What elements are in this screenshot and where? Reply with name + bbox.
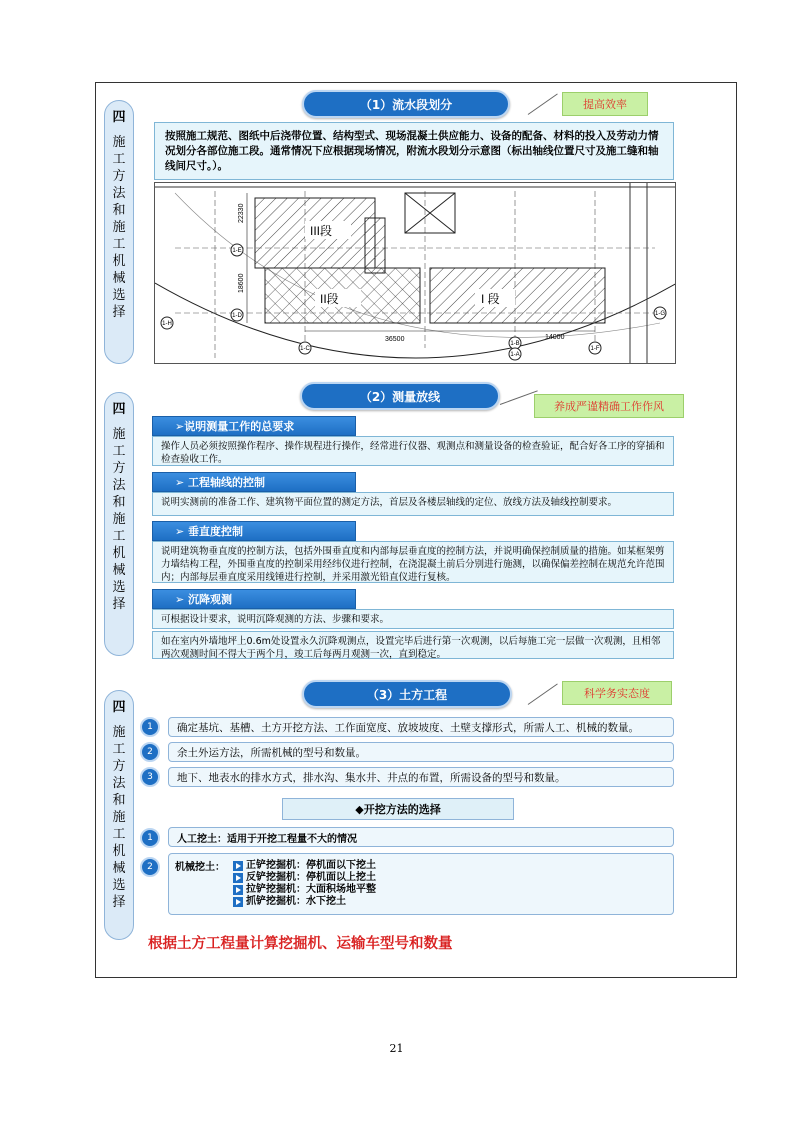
play-icon bbox=[233, 897, 243, 907]
side-char: 法 bbox=[112, 186, 126, 201]
settlement-head: ➢ 沉降观测 bbox=[152, 589, 356, 609]
side-tab-num: 四 bbox=[112, 402, 126, 417]
axis-bubble: 1-B bbox=[510, 341, 520, 347]
axis-control-text: 说明实测前的准备工作、建筑物平面位置的测定方法，首层及各楼层轴线的定位、放线方法及轴线控制要求。 bbox=[152, 492, 674, 516]
segment-2-label: II段 bbox=[320, 292, 339, 306]
excavator-item bbox=[233, 884, 376, 896]
excavator-text: 抓铲挖掘机：水下挖土 bbox=[246, 896, 346, 907]
excavation-method-head: ◆开挖方法的选择 bbox=[282, 798, 514, 820]
section1-tag: 提高效率 bbox=[562, 92, 648, 116]
drawing-svg bbox=[155, 183, 676, 364]
side-char: 方 bbox=[112, 169, 126, 184]
machine-excavation-box bbox=[168, 853, 674, 915]
dim-left-bottom: 18600 bbox=[238, 273, 245, 293]
side-char: 工 bbox=[112, 152, 126, 167]
axis-bubble: 1-C bbox=[300, 346, 310, 352]
excavator-item bbox=[233, 860, 376, 872]
machine-excavation-label: 机械挖土： bbox=[175, 862, 225, 873]
side-char: 施 bbox=[112, 135, 126, 150]
earthwork-row-3: 地下、地表水的排水方式，排水沟、集水井、井点的布置，所需设备的型号和数量。 bbox=[168, 767, 674, 787]
side-char: 施 bbox=[112, 725, 126, 740]
section1-title: （1）流水段划分 bbox=[302, 90, 510, 118]
excavator-list bbox=[233, 860, 376, 908]
side-char: 工 bbox=[112, 742, 126, 757]
side-char: 和 bbox=[112, 203, 126, 218]
section3-title: （3）土方工程 bbox=[302, 680, 512, 708]
side-char: 工 bbox=[112, 237, 126, 252]
side-char: 施 bbox=[112, 512, 126, 527]
survey-general-head: ➢说明测量工作的总要求 bbox=[152, 416, 356, 436]
side-char: 械 bbox=[112, 563, 126, 578]
side-char: 和 bbox=[112, 793, 126, 808]
row-number: 2 bbox=[140, 742, 160, 762]
section2-tag: 养成严谨精确工作作风 bbox=[534, 394, 684, 418]
verticality-text: 说明建筑物垂直度的控制方法，包括外围垂直度和内部每层垂直度的控制方法，并说明确保控制质量的措施。如某框架剪力墙结构工程，外围垂直度的控制采用经纬仪进行控制，在浇混凝土前后分别进行施测，以确保偏差控制在规范允许范围内；内部每层垂直度采用线锤进行控制，并采用激光铅直仪进行复核。 bbox=[152, 541, 674, 583]
side-char: 法 bbox=[112, 776, 126, 791]
dim-bottom-2: 14000 bbox=[545, 334, 565, 341]
flow-segment-drawing bbox=[154, 182, 676, 364]
earthwork-row-2: 余土外运方法，所需机械的型号和数量。 bbox=[168, 742, 674, 762]
side-tab-num: 四 bbox=[112, 110, 126, 125]
side-char: 机 bbox=[112, 254, 126, 269]
side-tab-1 bbox=[104, 100, 134, 364]
axis-bubble: 1-E bbox=[232, 248, 242, 254]
side-char: 工 bbox=[112, 529, 126, 544]
side-char: 选 bbox=[112, 878, 126, 893]
row-number: 3 bbox=[140, 767, 160, 787]
axis-bubble: 1-A bbox=[510, 352, 520, 358]
side-char: 械 bbox=[112, 271, 126, 286]
side-char: 机 bbox=[112, 546, 126, 561]
side-char: 和 bbox=[112, 495, 126, 510]
summary-text: 根据土方工程量计算挖掘机、运输车型号和数量 bbox=[148, 936, 453, 952]
axis-bubble: 1-H bbox=[162, 321, 172, 327]
side-char: 工 bbox=[112, 444, 126, 459]
axis-bubble: 1-G bbox=[654, 311, 666, 317]
side-char: 施 bbox=[112, 427, 126, 442]
earthwork-row-1: 确定基坑、基槽、土方开挖方法、工作面宽度、放坡坡度、土壁支撑形式，所需人工、机械的数量。 bbox=[168, 717, 674, 737]
row-number: 2 bbox=[140, 857, 160, 877]
side-tab-2 bbox=[104, 392, 134, 656]
excavator-item bbox=[233, 872, 376, 884]
manual-excavation-row: 人工挖土：适用于开挖工程量不大的情况 bbox=[168, 827, 674, 847]
dim-bottom-1: 36500 bbox=[385, 336, 405, 343]
verticality-head: ➢ 垂直度控制 bbox=[152, 521, 356, 541]
settlement-example: 如在室内外墙地坪上0.6m处设置永久沉降观测点，设置完毕后进行第一次观测，以后每施工完一层做一次观测，且相邻两次观测时间不得大于两个月，竣工后每两月观测一次，直到稳定。 bbox=[152, 631, 674, 659]
side-char: 方 bbox=[112, 759, 126, 774]
page-number: 21 bbox=[389, 1042, 404, 1055]
side-char: 方 bbox=[112, 461, 126, 476]
side-char: 施 bbox=[112, 810, 126, 825]
dim-left-top: 22330 bbox=[238, 203, 245, 223]
side-char: 械 bbox=[112, 861, 126, 876]
side-char: 施 bbox=[112, 220, 126, 235]
row-number: 1 bbox=[140, 828, 160, 848]
play-icon bbox=[233, 873, 243, 883]
segment-1-label: I 段 bbox=[481, 292, 500, 306]
excavator-text: 正铲挖掘机：停机面以下挖土 bbox=[246, 860, 376, 871]
survey-general-text: 操作人员必须按照操作程序、操作规程进行操作，经常进行仪器、观测点和测量设备的检查验证，配合好各工序的穿插和检查验收工作。 bbox=[152, 436, 674, 466]
axis-control-head: ➢ 工程轴线的控制 bbox=[152, 472, 356, 492]
side-tab-num: 四 bbox=[112, 700, 126, 715]
segment-3-label: III段 bbox=[310, 224, 333, 238]
side-char: 择 bbox=[112, 305, 126, 320]
section2-title: （2）测量放线 bbox=[300, 382, 500, 410]
side-char: 选 bbox=[112, 580, 126, 595]
axis-bubble: 1-F bbox=[590, 346, 600, 352]
side-char: 择 bbox=[112, 895, 126, 910]
row-number: 1 bbox=[140, 717, 160, 737]
axis-bubble: 1-D bbox=[232, 313, 242, 319]
excavator-item bbox=[233, 896, 376, 908]
side-char: 工 bbox=[112, 827, 126, 842]
side-char: 选 bbox=[112, 288, 126, 303]
play-icon bbox=[233, 885, 243, 895]
section1-description: 按照施工规范、图纸中后浇带位置、结构型式、现场混凝土供应能力、设备的配备、材料的投入及劳动力情况划分各部位施工段。通常情况下应根据现场情况，附流水段划分示意图（标出轴线位置尺寸及施工缝和轴线间尺寸。）。 bbox=[154, 122, 674, 180]
section3-tag: 科学务实态度 bbox=[562, 681, 672, 705]
excavator-text: 拉铲挖掘机：大面积场地平整 bbox=[246, 884, 376, 895]
play-icon bbox=[233, 861, 243, 871]
side-tab-3 bbox=[104, 690, 134, 940]
side-char: 机 bbox=[112, 844, 126, 859]
side-char: 择 bbox=[112, 597, 126, 612]
side-char: 法 bbox=[112, 478, 126, 493]
settlement-text: 可根据设计要求，说明沉降观测的方法、步骤和要求。 bbox=[152, 609, 674, 629]
excavator-text: 反铲挖掘机：停机面以上挖土 bbox=[246, 872, 376, 883]
